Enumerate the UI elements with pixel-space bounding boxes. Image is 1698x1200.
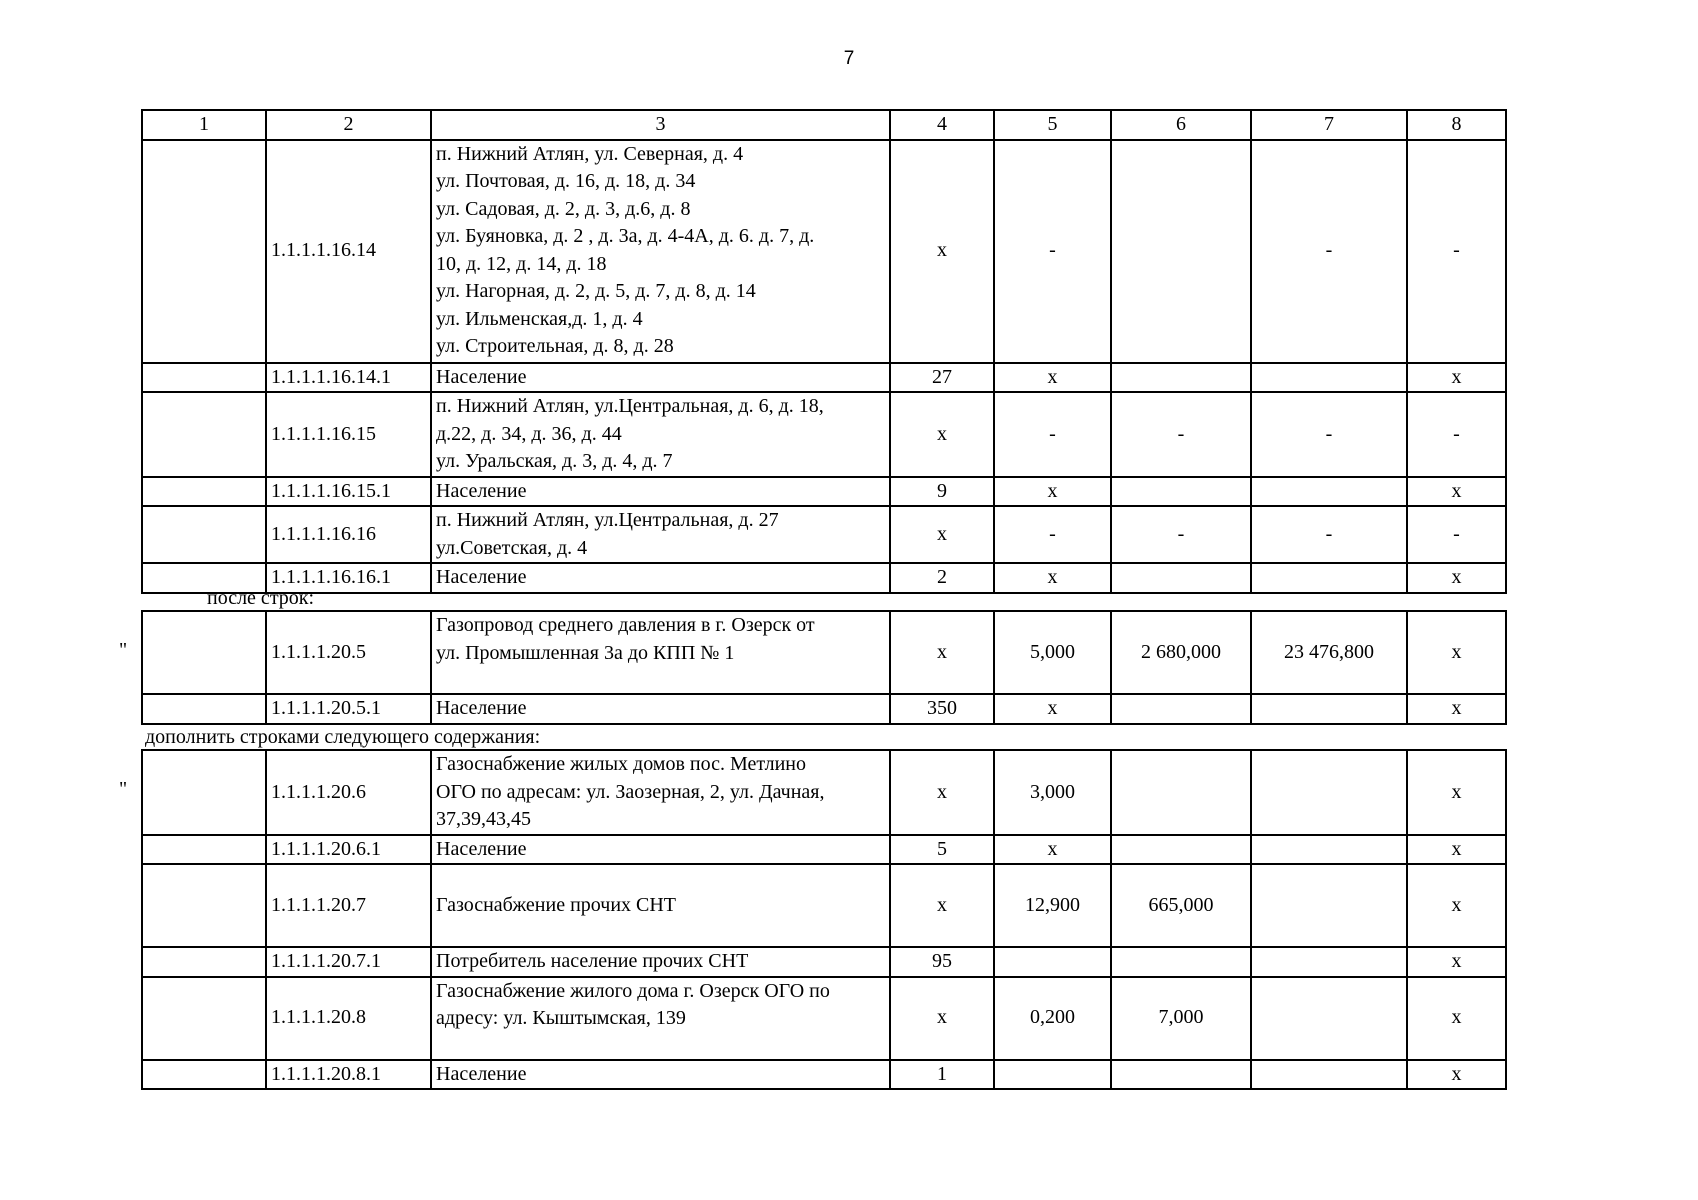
cell-c4: 95: [890, 947, 994, 977]
cell-code: 1.1.1.1.20.8.1: [266, 1060, 431, 1090]
cell-c7: -: [1251, 140, 1407, 363]
cell-c6: [1111, 563, 1251, 593]
quote-mark: ": [119, 639, 128, 661]
cell-col1: [142, 140, 266, 363]
header-cell: 3: [431, 110, 890, 140]
note-add-rows: дополнить строками следующего содержания:: [145, 726, 541, 748]
cell-c7: [1251, 477, 1407, 507]
added-rows-table: [141, 749, 1507, 1090]
cell-c6: [1111, 140, 1251, 363]
cell-name: [431, 1060, 890, 1090]
header-cell: 7: [1251, 110, 1407, 140]
cell-c7: [1251, 563, 1407, 593]
cell-name: [431, 363, 890, 393]
name-line: Потребитель население прочих СНТ: [436, 950, 749, 972]
cell-name: [431, 864, 890, 947]
cell-name: [431, 977, 890, 1060]
cell-c6: [1111, 1060, 1251, 1090]
replaced-rows-body: [142, 611, 1506, 724]
cell-code: 1.1.1.1.20.6: [266, 750, 431, 835]
cell-c7: [1251, 694, 1407, 724]
cell-c6: [1111, 477, 1251, 507]
cell-name: [431, 140, 890, 363]
name-line: ул. Садовая, д. 2, д. 3, д.6, д. 8: [436, 197, 691, 220]
cell-c5: х: [994, 563, 1111, 593]
cell-c4: 5: [890, 835, 994, 865]
cell-c8: х: [1407, 864, 1506, 947]
header-row: [142, 110, 1506, 140]
cell-name: [431, 947, 890, 977]
cell-c6: [1111, 750, 1251, 835]
name-line: адресу: ул. Кыштымская, 139: [436, 1007, 686, 1029]
table-row: [142, 563, 1506, 593]
cell-c4: 1: [890, 1060, 994, 1090]
cell-c5: -: [994, 506, 1111, 563]
cell-c5: х: [994, 363, 1111, 393]
cell-c8: х: [1407, 947, 1506, 977]
cell-c4: х: [890, 977, 994, 1060]
cell-name: [431, 506, 890, 563]
cell-code: 1.1.1.1.20.8: [266, 977, 431, 1060]
name-line: Газоснабжение жилых домов пос. Метлино: [436, 753, 807, 775]
cell-c6: 2 680,000: [1111, 611, 1251, 694]
name-line: ул. Почтовая, д. 16, д. 18, д. 34: [436, 170, 696, 192]
cell-c4: 350: [890, 694, 994, 724]
main-table: [141, 109, 1507, 594]
cell-c6: [1111, 835, 1251, 865]
cell-c7: [1251, 750, 1407, 835]
cell-c8: -: [1407, 392, 1506, 477]
table-row: [142, 947, 1506, 977]
cell-c7: [1251, 947, 1407, 977]
cell-c6: [1111, 694, 1251, 724]
name-line: ОГО по адресам: ул. Заозерная, 2, ул. Дачная,: [436, 780, 825, 803]
cell-code: 1.1.1.1.16.15: [266, 392, 431, 477]
cell-col1: [142, 977, 266, 1060]
cell-c6: 7,000: [1111, 977, 1251, 1060]
cell-col1: [142, 835, 266, 865]
cell-c8: х: [1407, 563, 1506, 593]
quote-mark: ": [119, 778, 128, 800]
cell-c8: х: [1407, 694, 1506, 724]
cell-code: 1.1.1.1.16.14: [266, 140, 431, 363]
cell-name: [431, 392, 890, 477]
header-cell: 8: [1407, 110, 1506, 140]
cell-c5: х: [994, 694, 1111, 724]
replaced-rows-table: [141, 610, 1507, 725]
main-table-body: [142, 110, 1506, 593]
cell-col1: [142, 750, 266, 835]
cell-c5: -: [994, 392, 1111, 477]
name-line: Газопровод среднего давления в г. Озерск от: [436, 614, 815, 636]
cell-c4: х: [890, 864, 994, 947]
cell-col1: [142, 392, 266, 477]
cell-code: 1.1.1.1.16.16.1: [266, 563, 431, 593]
name-line: д.22, д. 34, д. 36, д. 44: [436, 422, 622, 445]
cell-c7: [1251, 835, 1407, 865]
name-line: ул. Буяновка, д. 2 , д. 3а, д. 4-4А, д. 6. д. 7, д.: [436, 225, 815, 247]
cell-c6: -: [1111, 506, 1251, 563]
cell-c5: х: [994, 835, 1111, 865]
name-line: 37,39,43,45: [436, 808, 531, 830]
cell-code: 1.1.1.1.20.7: [266, 864, 431, 947]
header-cell: 1: [142, 110, 266, 140]
cell-c5: х: [994, 477, 1111, 507]
header-cell: 2: [266, 110, 431, 140]
cell-c8: -: [1407, 140, 1506, 363]
cell-code: 1.1.1.1.16.14.1: [266, 363, 431, 393]
name-line: ул. Промышленная 3а до КПП № 1: [436, 641, 735, 664]
cell-code: 1.1.1.1.20.6.1: [266, 835, 431, 865]
cell-c7: -: [1251, 392, 1407, 477]
cell-c4: х: [890, 392, 994, 477]
cell-c6: [1111, 363, 1251, 393]
cell-c4: х: [890, 506, 994, 563]
table-row: [142, 363, 1506, 393]
cell-c8: х: [1407, 835, 1506, 865]
cell-c6: -: [1111, 392, 1251, 477]
cell-c6: 665,000: [1111, 864, 1251, 947]
name-line: п. Нижний Атлян, ул.Центральная, д. 6, д. 18,: [436, 395, 824, 417]
name-line: Население: [436, 1062, 527, 1085]
cell-col1: [142, 947, 266, 977]
name-line: ул. Уральская, д. 3, д. 4, д. 7: [436, 450, 673, 472]
cell-col1: [142, 864, 266, 947]
cell-name: [431, 694, 890, 724]
cell-c8: -: [1407, 506, 1506, 563]
name-line: Газоснабжение жилого дома г. Озерск ОГО по: [436, 979, 830, 1002]
cell-c7: [1251, 1060, 1407, 1090]
name-line: п. Нижний Атлян, ул. Северная, д. 4: [436, 142, 744, 165]
cell-c4: 27: [890, 363, 994, 393]
table-row: [142, 835, 1506, 865]
cell-code: 1.1.1.1.20.5: [266, 611, 431, 694]
name-line: п. Нижний Атлян, ул.Центральная, д. 27: [436, 509, 779, 531]
cell-c6: [1111, 947, 1251, 977]
cell-c8: х: [1407, 1060, 1506, 1090]
name-line: Население: [436, 566, 527, 588]
table-row: [142, 864, 1506, 947]
cell-c5: [994, 1060, 1111, 1090]
name-line: Газоснабжение прочих СНТ: [436, 893, 677, 916]
cell-code: 1.1.1.1.16.16: [266, 506, 431, 563]
cell-c4: 2: [890, 563, 994, 593]
page-number: 7: [843, 48, 855, 69]
table-row: [142, 694, 1506, 724]
name-line: ул. Ильменская,д. 1, д. 4: [436, 307, 643, 330]
cell-name: [431, 563, 890, 593]
cell-c8: х: [1407, 363, 1506, 393]
cell-c8: х: [1407, 477, 1506, 507]
name-line: Население: [436, 479, 527, 502]
note-after-rows: после строк:: [207, 587, 315, 609]
header-cell: 6: [1111, 110, 1251, 140]
name-line: Население: [436, 365, 527, 388]
cell-code: 1.1.1.1.16.15.1: [266, 477, 431, 507]
cell-col1: [142, 1060, 266, 1090]
header-cell: 5: [994, 110, 1111, 140]
table-row: [142, 392, 1506, 477]
cell-c5: 0,200: [994, 977, 1111, 1060]
cell-code: 1.1.1.1.20.5.1: [266, 694, 431, 724]
name-line: ул. Нагорная, д. 2, д. 5, д. 7, д. 8, д. 14: [436, 280, 756, 302]
cell-c8: х: [1407, 611, 1506, 694]
added-rows-body: [142, 750, 1506, 1089]
cell-c5: 3,000: [994, 750, 1111, 835]
cell-c5: [994, 947, 1111, 977]
cell-c8: х: [1407, 977, 1506, 1060]
table-row: [142, 977, 1506, 1060]
table-row: [142, 611, 1506, 694]
name-line: ул. Строительная, д. 8, д. 28: [436, 335, 674, 357]
cell-c7: [1251, 363, 1407, 393]
cell-c7: 23 476,800: [1251, 611, 1407, 694]
cell-c4: х: [890, 611, 994, 694]
table-row: [142, 506, 1506, 563]
cell-name: [431, 611, 890, 694]
cell-c4: х: [890, 140, 994, 363]
cell-col1: [142, 694, 266, 724]
cell-name: [431, 477, 890, 507]
cell-col1: [142, 611, 266, 694]
cell-name: [431, 750, 890, 835]
cell-c7: [1251, 977, 1407, 1060]
table-row: [142, 477, 1506, 507]
header-cell: 4: [890, 110, 994, 140]
name-line: 10, д. 12, д. 14, д. 18: [436, 252, 607, 275]
cell-col1: [142, 506, 266, 563]
name-line: ул.Советская, д. 4: [436, 536, 588, 559]
cell-c5: -: [994, 140, 1111, 363]
table-row: [142, 1060, 1506, 1090]
cell-c8: х: [1407, 750, 1506, 835]
cell-c5: 5,000: [994, 611, 1111, 694]
name-line: Население: [436, 837, 527, 860]
cell-c7: [1251, 864, 1407, 947]
cell-col1: [142, 477, 266, 507]
cell-c4: 9: [890, 477, 994, 507]
cell-c7: -: [1251, 506, 1407, 563]
cell-c4: х: [890, 750, 994, 835]
name-line: Население: [436, 697, 527, 719]
table-row: [142, 140, 1506, 363]
cell-col1: [142, 363, 266, 393]
cell-name: [431, 835, 890, 865]
cell-code: 1.1.1.1.20.7.1: [266, 947, 431, 977]
cell-c5: 12,900: [994, 864, 1111, 947]
table-row: [142, 750, 1506, 835]
